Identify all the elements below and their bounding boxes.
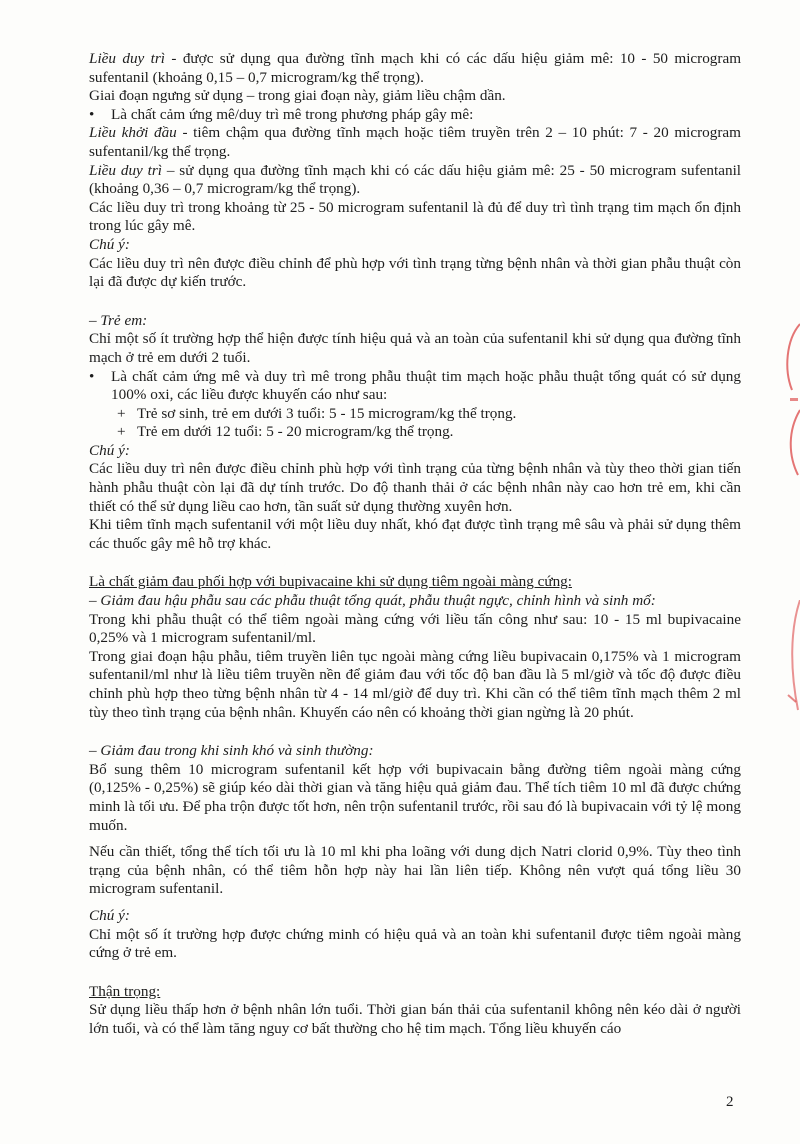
paragraph: Liều duy trì - được sử dụng qua đường tĩnh mạch khi có các dấu hiệu giảm mê: 10 - 50 microgram sufentanil (khoảng 0,15 – 0,7 microgram/kg thể trọng). (89, 50, 742, 86)
page-number: 2 (726, 1094, 734, 1110)
section-heading: Thận trọng: (89, 982, 161, 1000)
paragraph: Bổ sung thêm 10 microgram sufentanil kết hợp với bupivacain bằng đường tiêm ngoài màng cứng (0,125% - 0,25%) sẽ giúp kéo dài thời gian và tăng hiệu quả giảm đau. Thể tích tiêm 10 ml đã được chứng minh là tối ưu. Để pha trộn được tốt hơn, nên trộn sufentanil trước, rồi sau đó là bupivacain với tỷ lệ mong muốn. (89, 760, 741, 834)
paragraph: Các liều duy trì nên được điều chỉnh phù hợp với tình trạng của từng bệnh nhân và tùy theo thời gian tiến hành phẫu thuật còn lại đã dự tính trước. Do độ thanh thải ở các bệnh nhân này cao hơn trẻ em, khi cần thiết có thể sử dụng liều cao hơn, tần suất sử dụng thường xuyên hơn. (89, 460, 741, 515)
sub-item: + Trẻ sơ sinh, trẻ em dưới 3 tuổi: 5 - 15 microgram/kg thể trọng. (117, 404, 517, 422)
paragraph: Liều duy trì – sử dụng qua đường tĩnh mạch khi có các dấu hiệu giảm mê: 25 - 50 microgram sufentanil (khoảng 0,36 – 0,7 microgram/kg thể trọng). (89, 161, 742, 198)
stamp-fragment-icon (782, 600, 800, 720)
paragraph: Chỉ một số ít trường hợp được chứng minh có hiệu quả và an toàn khi sufentanil được tiêm ngoài màng cứng ở trẻ em. (89, 925, 741, 962)
italic-term: Liều duy trì (89, 50, 166, 67)
plus-icon: + (117, 404, 126, 422)
note-label: Chú ý: (89, 235, 130, 253)
stamp-icon (778, 320, 800, 480)
italic-term: Liều khởi đầu (89, 124, 177, 142)
bullet-item: • Là chất cảm ứng mê và duy trì mê trong phẫu thuật tim mạch hoặc phẫu thuật tổng quát có sử dụng 100% oxi, các liều được khuyến cáo như sau: (89, 367, 741, 404)
subsection-heading: – Giảm đau hậu phẫu sau các phẫu thuật tổng quát, phẫu thuật ngực, chỉnh hình và sinh mổ: (89, 592, 656, 610)
paragraph: Các liều duy trì trong khoảng từ 25 - 50 microgram sufentanil là đủ để duy trì tình trạng tim mạch ổn định trong lúc gây mê. (89, 198, 741, 235)
paragraph: Các liều duy trì nên được điều chỉnh để phù hợp với tình trạng từng bệnh nhân và thời gian phẫu thuật còn lại đã được dự kiến trước. (89, 254, 741, 291)
note-label: Chú ý: (89, 906, 130, 924)
subsection-heading: – Giảm đau trong khi sinh khó và sinh thường: (89, 742, 374, 760)
bullet-item: • Là chất cảm ứng mê/duy trì mê trong phương pháp gây mê: (89, 105, 474, 123)
document-body (89, 50, 741, 1039)
section-heading: Là chất giảm đau phối hợp với bupivacaine khi sử dụng tiêm ngoài màng cứng: (89, 573, 572, 591)
bullet-icon: • (89, 367, 95, 385)
paragraph: Trong giai đoạn hậu phẫu, tiêm truyền liên tục ngoài màng cứng liều bupivacain 0,175% và 1 microgram sufentanil/ml như là liều tiêm truyền nền để giảm đau với tốc độ ban đầu là 5 ml/giờ và tốc độ được điều chỉnh phù hợp theo từng bệnh nhân từ 4 - 14 ml/giờ để duy trì. Khi cần có thể tiêm tĩnh mạch thêm 2 ml tùy theo tình trạng của bệnh nhân. Khuyến cáo nên có khoảng thời gian ngừng là 20 phút. (89, 647, 741, 721)
italic-term: Liều duy trì (89, 161, 162, 179)
paragraph: Liều khởi đầu - tiêm chậm qua đường tĩnh mạch hoặc tiêm truyền trên 2 – 10 phút: 7 - 20 microgram sufentanil/kg thể trọng. (89, 124, 741, 160)
sub-item: + Trẻ em dưới 12 tuổi: 5 - 20 microgram/kg thể trọng. (117, 423, 454, 441)
note-label: Chú ý: (89, 441, 130, 459)
section-heading: – Trẻ em: (89, 311, 148, 329)
paragraph: Sử dụng liều thấp hơn ở bệnh nhân lớn tuổi. Thời gian bán thải của sufentanil không nên kéo dài ở người lớn tuổi, và có thể làm tăng nguy cơ bất thường cho hệ tim mạch. Tổng liều khuyến cáo (89, 1001, 741, 1037)
paragraph: Khi tiêm tĩnh mạch sufentanil với một liều duy nhất, khó đạt được tình trạng mê sâu và phải sử dụng thêm các thuốc gây mê hỗ trợ khác. (89, 516, 741, 552)
bullet-icon: • (89, 105, 95, 123)
paragraph: Giai đoạn ngưng sử dụng – trong giai đoạn này, giảm liều chậm dần. (89, 87, 506, 105)
plus-icon: + (117, 423, 126, 441)
paragraph: Trong khi phẫu thuật có thể tiêm ngoài màng cứng với liều tấn công như sau: 10 - 15 ml bupivacaine 0,25% và 1 microgram sufentanil/ml. (89, 610, 741, 647)
paragraph: Nếu cần thiết, tổng thể tích tối ưu là 10 ml khi pha loãng với dung dịch Natri clorid 0,9%. Tùy theo tình trạng của bệnh nhân, có thể tiêm hỗn hợp này hai lần liên tiếp. Không nên vượt quá tổng liều 30 microgram sufentanil. (89, 843, 741, 898)
paragraph: Chỉ một số ít trường hợp thể hiện được tính hiệu quả và an toàn của sufentanil khi sử dụng qua đường tĩnh mạch ở trẻ em dưới 2 tuổi. (89, 330, 741, 366)
